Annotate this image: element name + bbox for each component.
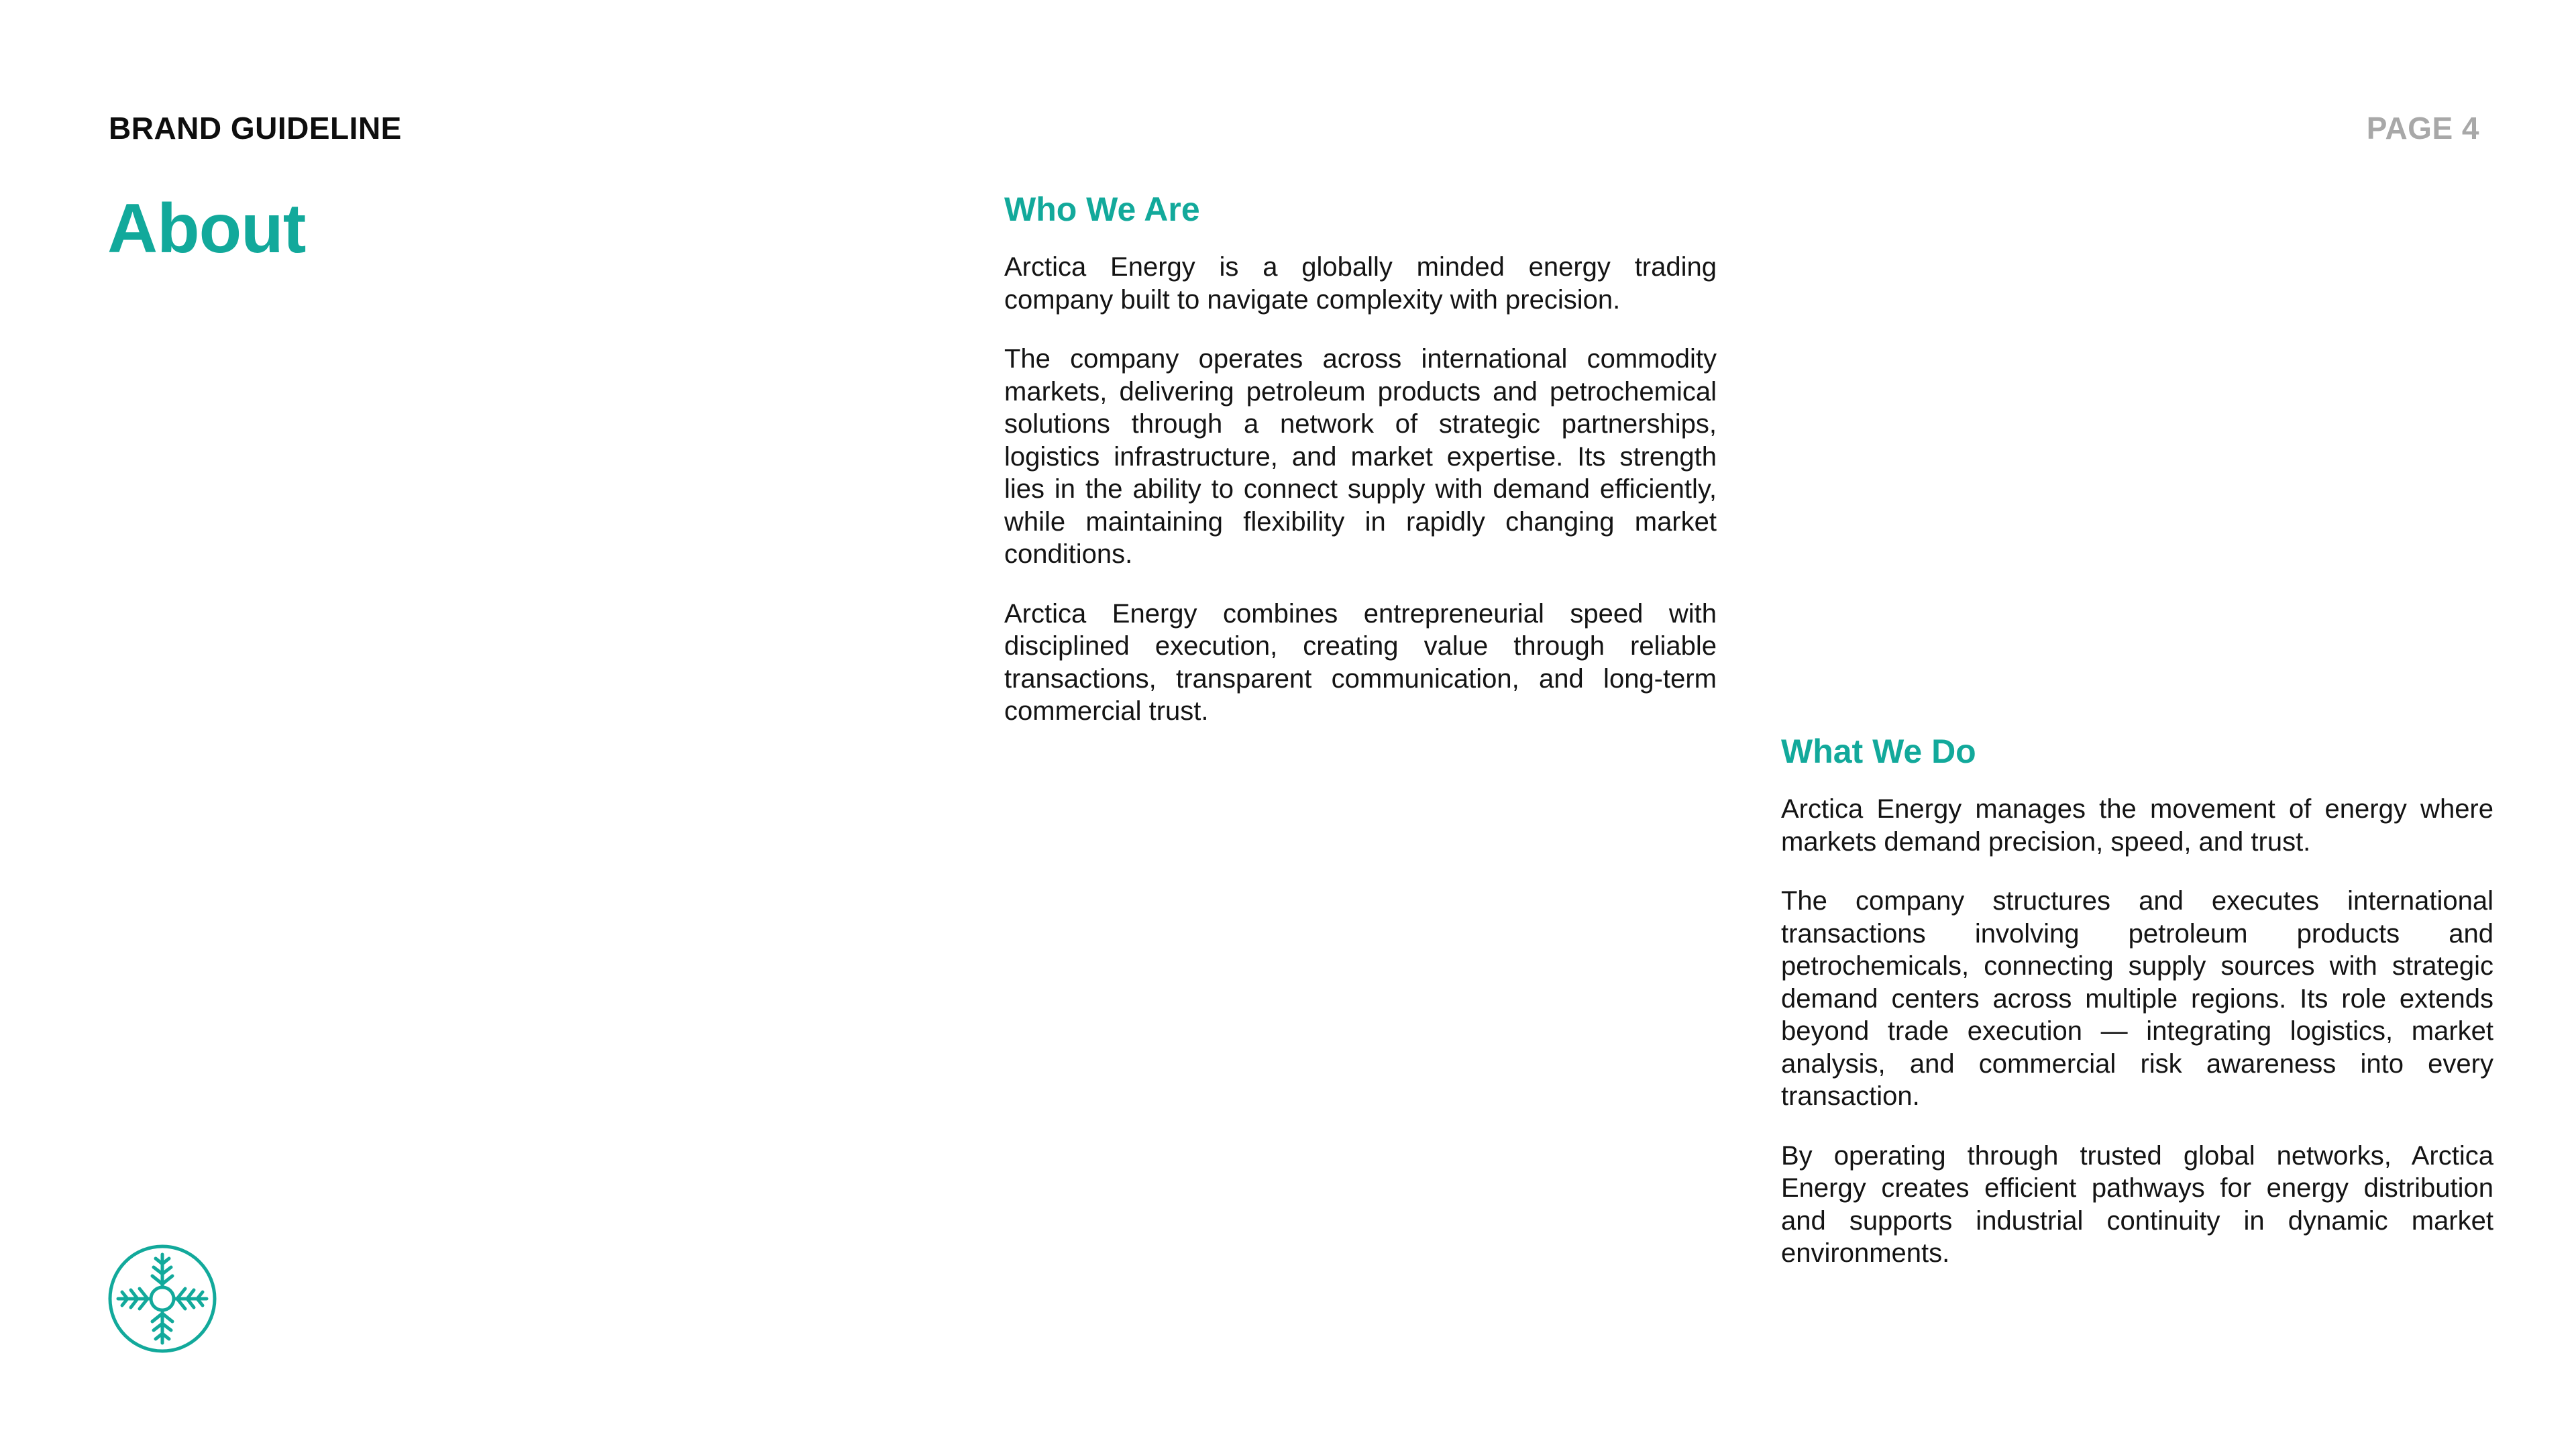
what-we-do-paragraph: The company structures and executes international transactions involving petroleum products and petrochemicals, connecting supply sources with strategic demand centers across multiple regions. Its role extends beyond trade execution — integrating logistics, market analysis, and commercial risk awareness into every transaction. bbox=[1781, 886, 2493, 1111]
who-we-are-section bbox=[1004, 189, 1717, 755]
what-we-do-heading: What We Do bbox=[1781, 733, 1976, 770]
what-we-do-section bbox=[1781, 731, 2493, 1297]
snowflake-icon bbox=[107, 1244, 217, 1354]
page-title: About bbox=[107, 190, 306, 268]
who-we-are-heading: Who We Are bbox=[1004, 191, 1200, 228]
who-we-are-paragraph: Arctica Energy is a globally minded energy trading company built to navigate complexity with precision. bbox=[1004, 252, 1717, 315]
who-we-are-paragraph: The company operates across international commodity markets, delivering petroleum products and petrochemical solutions through a network of strategic partnerships, logistics infrastructure, and market expertise. Its strength lies in the ability to connect supply with demand efficiently, while maintaining flexibility in rapidly changing market conditions. bbox=[1004, 344, 1717, 569]
what-we-do-paragraph: By operating through trusted global networks, Arctica Energy creates efficient pathways for energy distribution and supports industrial continuity in dynamic market environments. bbox=[1781, 1140, 2493, 1268]
page-number: PAGE 4 bbox=[2366, 111, 2479, 146]
what-we-do-paragraph: Arctica Energy manages the movement of energy where markets demand precision, speed, and trust. bbox=[1781, 794, 2493, 857]
document-label: BRAND GUIDELINE bbox=[109, 111, 402, 146]
who-we-are-paragraph: Arctica Energy combines entrepreneurial speed with disciplined execution, creating value through reliable transactions, transparent communication, and long-term commercial trust. bbox=[1004, 598, 1717, 726]
